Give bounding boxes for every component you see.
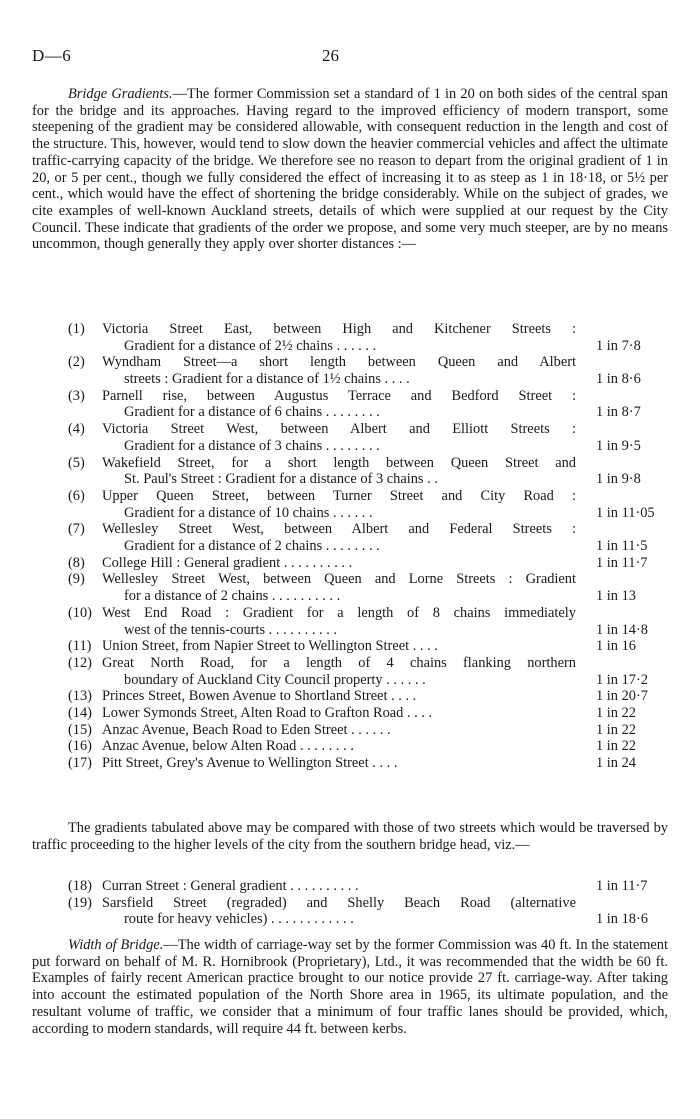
list-item-number: (9)	[68, 571, 85, 588]
list-item	[32, 354, 668, 387]
list-item-number: (14)	[68, 704, 92, 721]
description-line-1: Sarsfield Street (regraded) and Shelly Beach Road (alternative	[102, 894, 576, 911]
gradient-value: 1 in 17·2	[596, 671, 648, 688]
list-item-number: (8)	[68, 554, 85, 571]
section-heading-width-of-bridge: Width of Bridge.	[68, 937, 164, 953]
list-item-number: (2)	[68, 354, 85, 371]
street-gradient-list	[32, 321, 668, 772]
list-item-number: (6)	[68, 487, 85, 504]
paragraph-text: —The width of carriage-way set by the former Commission was 40 ft. In the statement put forward on behalf of M. R. Hornibrook (Proprietary), Ltd., it was recommended that the width be 60 ft. Examples of fairly recent American practice brought to our notice provide 27 ft. carriage-way. After taking into account the estimated population of the North Shore area in 1965, its ultimate population, and the resultant volume of traffic, we consider that a minimum of four traffic lanes should be provided, which, according to modern standards, will require 44 ft. between kerbs.	[32, 937, 669, 1037]
description-line-1: Curran Street : General gradient . . . . . . . . . .	[102, 878, 359, 894]
description-line-1: Lower Symonds Street, Alten Road to Grafton Road . . . .	[102, 704, 433, 721]
list-item-number: (7)	[68, 521, 85, 538]
gradient-value: 1 in 8·7	[596, 404, 641, 421]
list-item-number: (11)	[68, 638, 92, 655]
list-item-number: (3)	[68, 387, 85, 404]
southern-street-gradient-list	[32, 878, 668, 928]
description-line-1: Parnell rise, between Augustus Terrace and Bedford Street :	[102, 387, 576, 404]
description-line-1: West End Road : Gradient for a length of 8 chains immediately	[102, 604, 576, 621]
gradient-value: 1 in 7·8	[596, 337, 641, 354]
list-item-number: (4)	[68, 421, 85, 438]
gradient-value: 1 in 11·05	[596, 504, 655, 521]
description-line-2: Gradient for a distance of 2½ chains . . . . . .	[124, 337, 377, 354]
list-item	[32, 605, 668, 638]
gradient-value: 1 in 9·8	[596, 471, 641, 488]
list-item	[32, 521, 668, 554]
page-number: 26	[322, 46, 339, 65]
list-item-number: (16)	[68, 738, 92, 755]
gradient-value: 1 in 16	[596, 638, 636, 655]
list-item-number: (1)	[68, 321, 85, 337]
list-item	[32, 705, 668, 722]
list-item	[32, 455, 668, 488]
list-item	[32, 488, 668, 521]
list-item-description	[102, 705, 576, 722]
list-item-description	[102, 455, 576, 488]
description-line-2: Gradient for a distance of 3 chains . . . . . . . .	[124, 437, 380, 454]
list-item-number: (13)	[68, 688, 92, 705]
description-line-2: for a distance of 2 chains . . . . . . . . . .	[124, 588, 341, 605]
list-item	[32, 688, 668, 705]
list-item	[32, 722, 668, 739]
gradient-value: 1 in 9·5	[596, 437, 641, 454]
description-line-2: Gradient for a distance of 2 chains . . . . . . . .	[124, 538, 380, 555]
description-line-2: streets : Gradient for a distance of 1½ chains . . . .	[124, 371, 410, 388]
section-heading-bridge-gradients: Bridge Gradients.	[68, 86, 173, 102]
list-item-description	[102, 878, 576, 895]
document-reference: D—6	[32, 46, 72, 65]
list-item-description	[102, 755, 576, 772]
list-item	[32, 638, 668, 655]
description-line-1: Victoria Street West, between Albert and Elliott Streets :	[102, 421, 576, 438]
list-item-description	[102, 521, 576, 554]
list-item-description	[102, 605, 576, 638]
gradient-value: 1 in 20·7	[596, 688, 648, 705]
gradient-value: 1 in 11·5	[596, 538, 648, 555]
gradient-value: 1 in 8·6	[596, 371, 641, 388]
list-item	[32, 321, 668, 354]
list-item	[32, 738, 668, 755]
description-line-1: Anzac Avenue, Beach Road to Eden Street . . . . . .	[102, 721, 391, 738]
list-item-number: (15)	[68, 721, 92, 738]
list-item	[32, 878, 668, 895]
list-item	[32, 388, 668, 421]
paragraph-text: —The former Commission set a standard of 1 in 20 on both sides of the central span for the bridge and its approaches. Having regard to the improved efficiency of modern transport, some steepening of the gradient may be considered allowable, with consequent reduction in the length and cost of the structure. This, however, would tend to slow down the heavier commercial vehicles and affect the ultimate traffic-carrying capacity of the bridge. We therefore see no reason to depart from the original gradient of 1 in 20, or 5 per cent., though we fully considered the effect of increasing it to as steep as 1 in 18·18, or 5½ per cent., which would have the effect of shortening the bridge considerably. While on the subject of grades, we cite examples of well-known Auckland streets, details of which were supplied at our request by the City Council. These indicate that gradients of the order we propose, and some very much steeper, are by no means uncommon, though generally they apply over shorter distances :—	[32, 86, 668, 253]
list-item	[32, 755, 668, 772]
list-item-description	[102, 488, 576, 521]
list-item	[32, 571, 668, 604]
description-line-2: route for heavy vehicles) . . . . . . . . . . . .	[124, 911, 354, 928]
description-line-2: Gradient for a distance of 10 chains . . . . . .	[124, 504, 373, 521]
description-line-1: College Hill : General gradient . . . . . . . . . .	[102, 554, 353, 571]
gradient-value: 1 in 22	[596, 704, 636, 721]
list-item-description	[102, 738, 576, 755]
description-line-1: Princes Street, Bowen Avenue to Shortland Street . . . .	[102, 688, 417, 705]
paragraph-text: The gradients tabulated above may be compared with those of two streets which would be traversed by traffic proceeding to the higher levels of the city from the southern bridge head, viz.—	[32, 820, 668, 853]
list-item-number: (19)	[68, 894, 92, 911]
description-line-1: Upper Queen Street, between Turner Street and City Road :	[102, 487, 576, 504]
gradient-value: 1 in 18·6	[596, 911, 648, 928]
description-line-1: Union Street, from Napier Street to Wellington Street . . . .	[102, 638, 438, 655]
list-item-description	[102, 638, 576, 655]
list-item-description	[102, 354, 576, 387]
list-item	[32, 655, 668, 688]
description-line-2: boundary of Auckland City Council property . . . . . .	[124, 671, 426, 688]
list-item	[32, 421, 668, 454]
gradient-value: 1 in 11·7	[596, 878, 648, 894]
gradient-value: 1 in 11·7	[596, 554, 648, 571]
gradient-value: 1 in 13	[596, 588, 636, 605]
page-header	[32, 46, 668, 70]
description-line-1: Pitt Street, Grey's Avenue to Wellington Street . . . .	[102, 755, 398, 772]
list-item-number: (12)	[68, 654, 92, 671]
description-line-1: Wellesley Street West, between Queen and Lorne Streets : Gradient	[102, 571, 576, 588]
list-item-description	[102, 555, 576, 572]
gradient-value: 1 in 14·8	[596, 621, 648, 638]
description-line-1: Wakefield Street, for a short length between Queen Street and	[102, 454, 576, 471]
list-item-number: (5)	[68, 454, 85, 471]
gradient-value: 1 in 22	[596, 738, 636, 755]
list-item-description	[102, 688, 576, 705]
list-item-number: (10)	[68, 604, 92, 621]
description-line-2: Gradient for a distance of 6 chains . . . . . . . .	[124, 404, 380, 421]
list-item-description	[102, 421, 576, 454]
list-item-description	[102, 571, 576, 604]
description-line-2: St. Paul's Street : Gradient for a distance of 3 chains . .	[124, 471, 438, 488]
bridge-gradients-paragraph	[32, 86, 668, 253]
list-item-number: (17)	[68, 755, 92, 772]
list-item-description	[102, 321, 576, 354]
list-item-description	[102, 655, 576, 688]
list-item	[32, 555, 668, 572]
gradient-value: 1 in 24	[596, 755, 636, 772]
description-line-1: Wyndham Street—a short length between Queen and Albert	[102, 354, 576, 371]
width-of-bridge-paragraph	[32, 937, 668, 1037]
list-item-description	[102, 388, 576, 421]
description-line-1: Great North Road, for a length of 4 chains flanking northern	[102, 654, 576, 671]
list-item	[32, 895, 668, 928]
list-item-description	[102, 722, 576, 739]
list-item-number: (18)	[68, 878, 92, 894]
list-item-description	[102, 895, 576, 928]
description-line-1: Victoria Street East, between High and Kitchener Streets :	[102, 321, 576, 337]
description-line-1: Anzac Avenue, below Alten Road . . . . . . . .	[102, 738, 354, 755]
description-line-2: west of the tennis-courts . . . . . . . . . .	[124, 621, 338, 638]
comparison-paragraph	[32, 820, 668, 853]
description-line-1: Wellesley Street West, between Albert and Federal Streets :	[102, 521, 576, 538]
gradient-value: 1 in 22	[596, 721, 636, 738]
